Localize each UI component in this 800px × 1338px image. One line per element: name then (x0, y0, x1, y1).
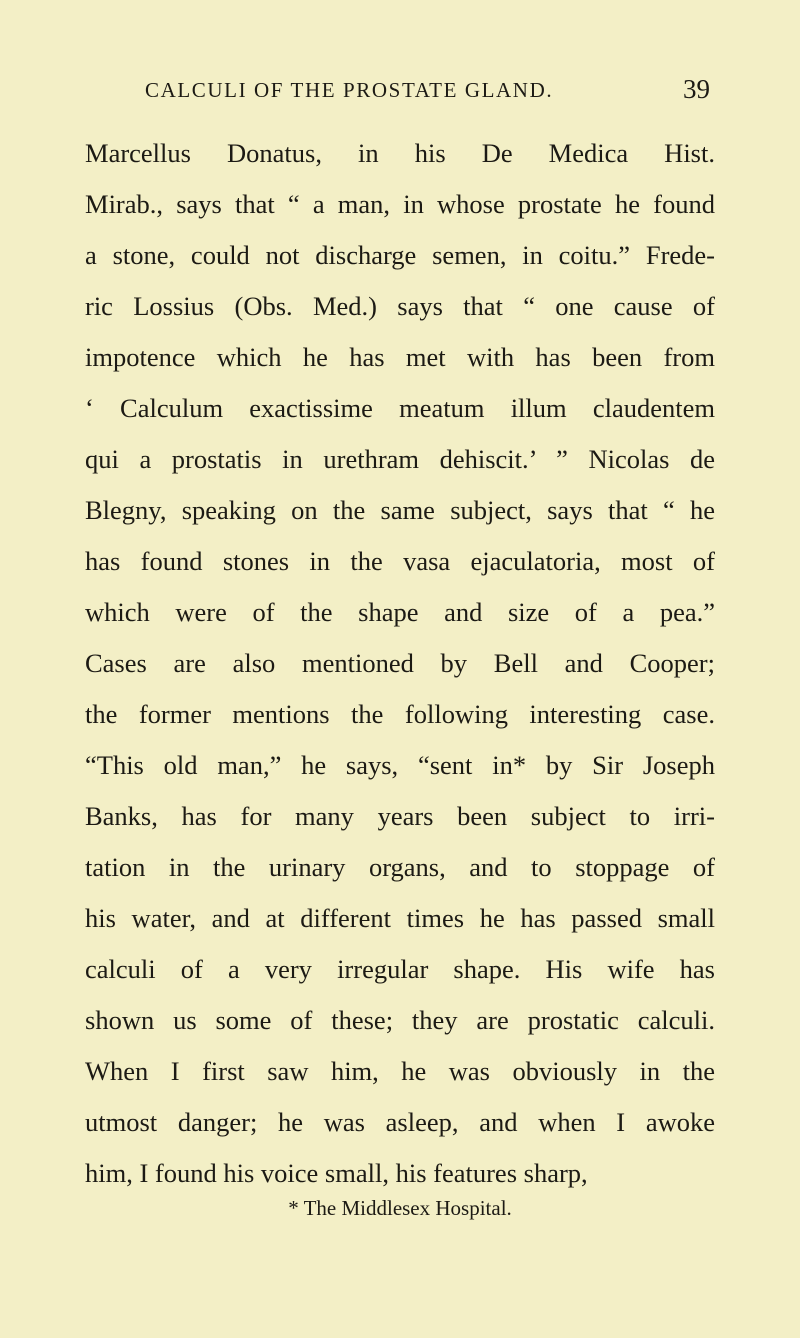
text-line: which were of the shape and size of a pea.” (85, 597, 715, 627)
text-line: “This old man,” he says, “sent in* by Sir Joseph (85, 750, 715, 780)
text-line: ‘ Calculum exactissime meatum illum claudentem (85, 393, 715, 423)
text-line: Banks, has for many years been subject to irri- (85, 801, 715, 831)
text-line: When I first saw him, he was obviously in the (85, 1056, 715, 1086)
text-line: Marcellus Donatus, in his De Medica Hist. (85, 138, 715, 168)
body-text (85, 128, 715, 1199)
text-line: ric Lossius (Obs. Med.) says that “ one cause of (85, 291, 715, 321)
text-line: calculi of a very irregular shape. His wife has (85, 954, 715, 984)
text-line: impotence which he has met with has been from (85, 342, 715, 372)
text-line: has found stones in the vasa ejaculatoria, most of (85, 546, 715, 576)
text-line: shown us some of these; they are prostatic calculi. (85, 1005, 715, 1035)
text-line: Cases are also mentioned by Bell and Cooper; (85, 648, 715, 678)
text-line: the former mentions the following interesting case. (85, 699, 715, 729)
text-line: tation in the urinary organs, and to stoppage of (85, 852, 715, 882)
text-line: qui a prostatis in urethram dehiscit.’ ” Nicolas de (85, 444, 715, 474)
text-line: a stone, could not discharge semen, in coitu.” Frede- (85, 240, 715, 270)
text-line: Blegny, speaking on the same subject, says that “ he (85, 495, 715, 525)
text-line: him, I found his voice small, his features sharp, (85, 1158, 588, 1188)
running-title: CALCULI OF THE PROSTATE GLAND. (145, 78, 554, 102)
text-line: utmost danger; he was asleep, and when I awoke (85, 1107, 715, 1137)
page-number: 39 (683, 74, 710, 104)
footnote: * The Middlesex Hospital. (288, 1196, 512, 1220)
running-header (145, 74, 710, 114)
text-line: his water, and at different times he has passed small (85, 903, 715, 933)
text-line: Mirab., says that “ a man, in whose prostate he found (85, 189, 715, 219)
